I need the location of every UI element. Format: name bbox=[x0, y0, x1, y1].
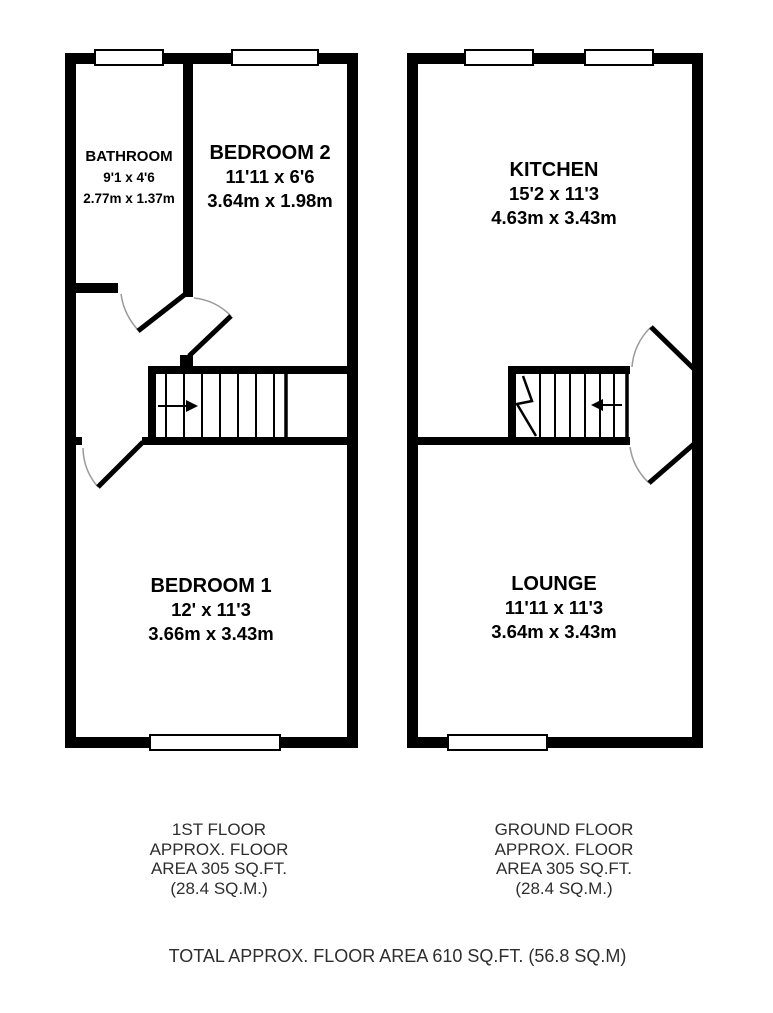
room-dims-metric: 3.64m x 1.98m bbox=[207, 190, 333, 211]
caption-line: AREA 305 SQ.FT. bbox=[495, 859, 633, 878]
caption-line: AREA 305 SQ.FT. bbox=[150, 859, 288, 878]
caption-line: (28.4 SQ.M.) bbox=[170, 878, 268, 898]
ground-floor-caption bbox=[444, 820, 684, 898]
room-dims-imperial: 11'11 x 11'3 bbox=[504, 597, 604, 618]
room-dims-metric: 3.66m x 3.43m bbox=[148, 623, 274, 644]
room-label-bedroom2 bbox=[195, 141, 345, 213]
room-name: BEDROOM 1 bbox=[150, 575, 272, 597]
window bbox=[585, 50, 653, 65]
wall-stair-left bbox=[148, 366, 156, 445]
wall-bathroom-south bbox=[65, 283, 118, 293]
room-label-bathroom bbox=[69, 146, 189, 209]
room-name: LOUNGE bbox=[511, 573, 597, 595]
first-floor-caption bbox=[99, 820, 339, 898]
wall-stair-top bbox=[148, 366, 347, 374]
room-dims-metric: 4.63m x 3.43m bbox=[491, 207, 617, 228]
room-label-kitchen bbox=[479, 158, 629, 230]
wall-door-jamb bbox=[76, 437, 82, 445]
caption-line: APPROX. FLOOR bbox=[494, 839, 634, 859]
room-dims-metric: 2.77m x 1.37m bbox=[83, 191, 175, 206]
room-dims-imperial: 11'11 x 6'6 bbox=[225, 166, 315, 187]
ground-floor-plan bbox=[407, 50, 703, 750]
window bbox=[232, 50, 318, 65]
window bbox=[150, 735, 280, 750]
caption-line: APPROX. FLOOR bbox=[149, 839, 289, 859]
wall-stair-bottom bbox=[142, 437, 347, 445]
room-dims-imperial: 15'2 x 11'3 bbox=[508, 183, 600, 204]
room-dims-metric: 3.64m x 3.43m bbox=[491, 621, 617, 642]
caption-line: (28.4 SQ.M.) bbox=[515, 878, 613, 898]
room-name: BATHROOM bbox=[85, 148, 173, 165]
room-label-bedroom1 bbox=[136, 574, 286, 646]
room-name: BEDROOM 2 bbox=[209, 142, 331, 164]
window bbox=[448, 735, 547, 750]
room-dims-imperial: 12' x 11'3 bbox=[171, 599, 251, 620]
room-label-lounge bbox=[479, 572, 629, 644]
caption-line: 1ST FLOOR bbox=[171, 820, 267, 839]
wall-stair-left bbox=[508, 366, 516, 445]
wall-stair-top bbox=[508, 366, 630, 374]
window bbox=[95, 50, 163, 65]
total-area-text: TOTAL APPROX. FLOOR AREA 610 SQ.FT. (56.8 SQ.M) bbox=[168, 946, 627, 966]
caption-line: GROUND FLOOR bbox=[494, 820, 634, 839]
wall-stair-bottom bbox=[407, 437, 630, 445]
room-name: KITCHEN bbox=[509, 159, 599, 181]
window bbox=[465, 50, 533, 65]
room-dims-imperial: 9'1 x 4'6 bbox=[103, 170, 155, 185]
